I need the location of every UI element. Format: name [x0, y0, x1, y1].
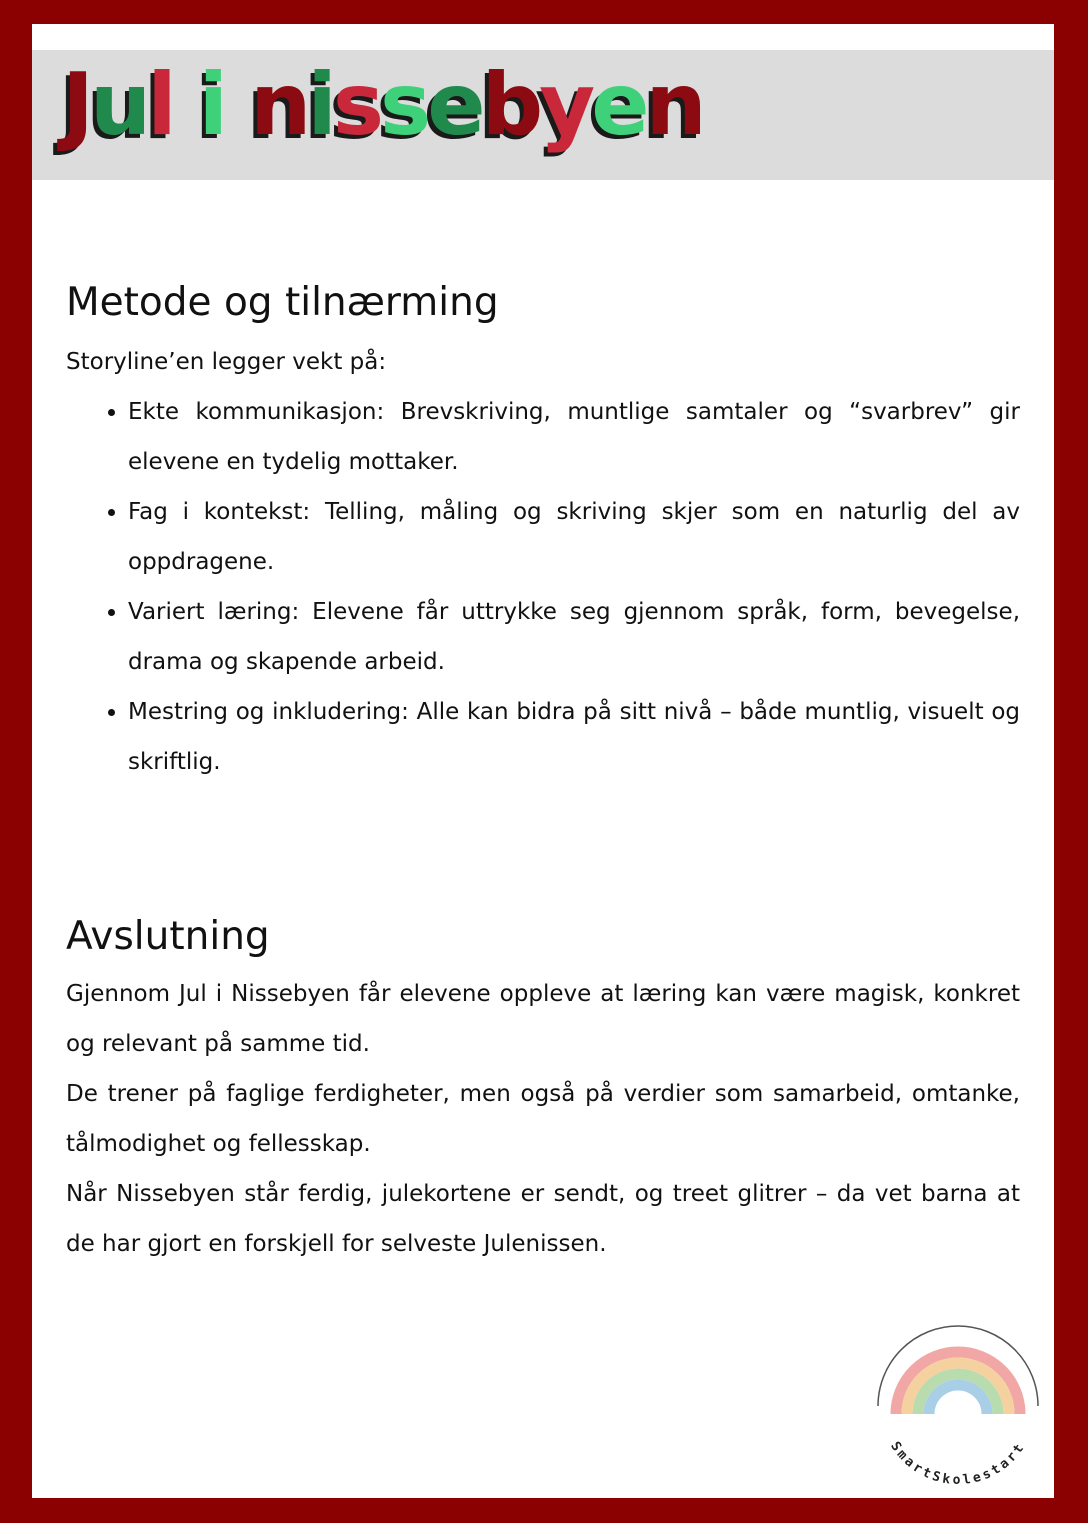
conclusion-paragraph: Gjennom Jul i Nissebyen får elevene oppleve at læring kan være magisk, konkret og relevant på samme tid. — [66, 980, 1020, 1057]
method-heading: Metode og tilnærming — [66, 280, 499, 325]
title-letter: e — [591, 55, 646, 155]
title-letter: b — [481, 55, 540, 155]
title-letter — [173, 55, 199, 155]
title-letter: y — [539, 55, 592, 155]
title-letter: l — [147, 55, 173, 155]
title-letter: e — [427, 55, 482, 155]
title-letter: u — [90, 55, 148, 155]
conclusion-paragraph: Når Nissebyen står ferdig, julekortene er sendt, og treet glitrer – da vet barna at de har gjort en forskjell for selveste Julenissen. — [66, 1180, 1020, 1257]
conclusion-section — [66, 914, 1020, 1269]
method-intro: Storyline’en legger vekt på: — [66, 348, 387, 375]
document-page — [32, 24, 1054, 1498]
title-letter: n — [645, 55, 703, 155]
list-item: • Mestring og inkludering: Alle kan bidra på sitt nivå – både muntlig, visuelt og skriftlig. — [128, 687, 1020, 787]
title-letter: J — [62, 55, 90, 155]
smartskolestart-logo — [868, 1314, 1048, 1494]
logo-text: SmartSkolestart — [887, 1439, 1029, 1488]
list-item: • Ekte kommunikasjon: Brevskriving, muntlige samtaler og “svarbrev” gir elevene en tydelig mottaker. — [128, 387, 1020, 487]
title-letter: i — [198, 55, 225, 155]
title-letter: s — [332, 55, 381, 155]
title-letter: n — [250, 55, 308, 155]
title-letter: s — [380, 55, 428, 155]
method-section — [66, 280, 1020, 787]
title-letter — [224, 55, 250, 155]
list-item: • Fag i kontekst: Telling, måling og skriving skjer som en naturlig del av oppdragene. — [128, 487, 1020, 587]
conclusion-heading: Avslutning — [66, 914, 270, 959]
method-bullet-list — [66, 387, 1020, 787]
rainbow-icon — [878, 1326, 1038, 1414]
title-letter: i — [307, 55, 333, 155]
list-item: • Variert læring: Elevene får uttrykke seg gjennom språk, form, bevegelse, drama og skapende arbeid. — [128, 587, 1020, 687]
page-title — [62, 55, 703, 155]
conclusion-paragraph: De trener på faglige ferdigheter, men også på verdier som samarbeid, omtanke, tålmodighet og fellesskap. — [66, 1080, 1020, 1157]
svg-text:SmartSkolestart — [887, 1439, 1029, 1488]
